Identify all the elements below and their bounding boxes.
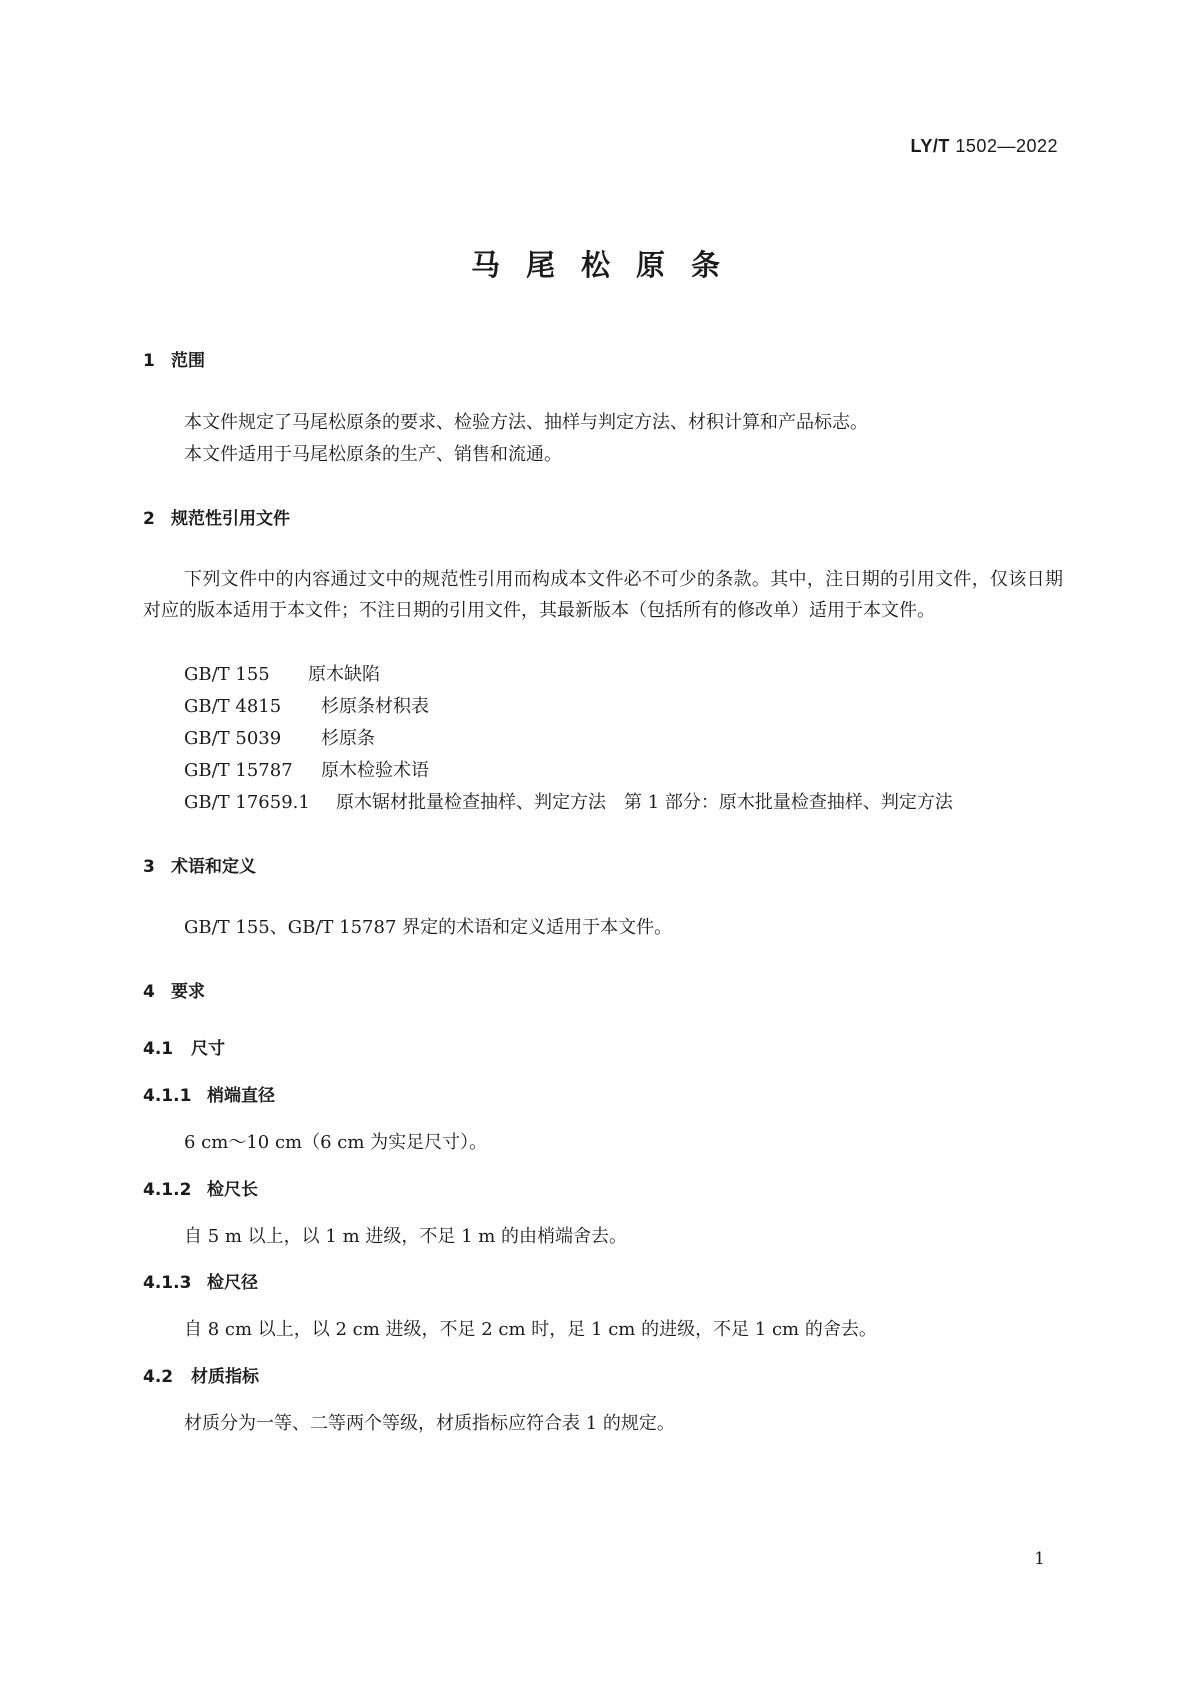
document-title: 马尾松原条 bbox=[470, 248, 746, 282]
reference-item: GB/T 4815 杉原条材积表 bbox=[184, 696, 429, 717]
section-4-heading: 4 要求 bbox=[143, 982, 205, 1002]
section-1-paragraph-2: 本文件适用于马尾松原条的生产、销售和流通。 bbox=[184, 444, 562, 465]
section-4-1-2-text: 自 5 m 以上，以 1 m 进级，不足 1 m 的由梢端舍去。 bbox=[184, 1226, 628, 1247]
section-4-1-3-heading: 4.1.3 检尺径 bbox=[143, 1273, 258, 1293]
section-4-1-1-heading: 4.1.1 梢端直径 bbox=[143, 1086, 275, 1106]
section-2-intro: 下列文件中的内容通过文中的规范性引用而构成本文件必不可少的条款。其中，注日期的引用文件，仅该日期对应的版本适用于本文件；不注日期的引用文件，其最新版本（包括所有的修改单）适用于本文件。 bbox=[143, 569, 1063, 621]
reference-item: GB/T 15787 原木检验术语 bbox=[184, 760, 429, 781]
standard-code: LY/T 1502—2022 bbox=[910, 136, 1058, 156]
section-4-2-heading: 4.2 材质指标 bbox=[143, 1367, 259, 1387]
page-number: 1 bbox=[1034, 1549, 1045, 1569]
reference-item: GB/T 155 原木缺陷 bbox=[184, 664, 380, 685]
section-2-heading: 2 规范性引用文件 bbox=[143, 509, 290, 529]
reference-item: GB/T 17659.1 原木锯材批量检查抽样、判定方法 第 1 部分：原木批量检查抽样、判定方法 bbox=[184, 792, 953, 813]
section-3-text: GB/T 155、GB/T 15787 界定的术语和定义适用于本文件。 bbox=[184, 917, 673, 938]
section-1-paragraph-1: 本文件规定了马尾松原条的要求、检验方法、抽样与判定方法、材积计算和产品标志。 bbox=[184, 412, 868, 433]
section-4-1-3-text: 自 8 cm 以上，以 2 cm 进级，不足 2 cm 时，足 1 cm 的进级，不足 1 cm 的舍去。 bbox=[184, 1319, 877, 1340]
section-1-heading: 1 范围 bbox=[143, 351, 205, 371]
section-3-heading: 3 术语和定义 bbox=[143, 857, 256, 877]
reference-item: GB/T 5039 杉原条 bbox=[184, 728, 375, 749]
section-4-1-2-heading: 4.1.2 检尺长 bbox=[143, 1180, 258, 1200]
section-4-1-heading: 4.1 尺寸 bbox=[143, 1039, 225, 1059]
section-4-2-text: 材质分为一等、二等两个等级，材质指标应符合表 1 的规定。 bbox=[184, 1413, 675, 1434]
section-4-1-1-text: 6 cm～10 cm（6 cm 为实足尺寸）。 bbox=[184, 1132, 488, 1153]
